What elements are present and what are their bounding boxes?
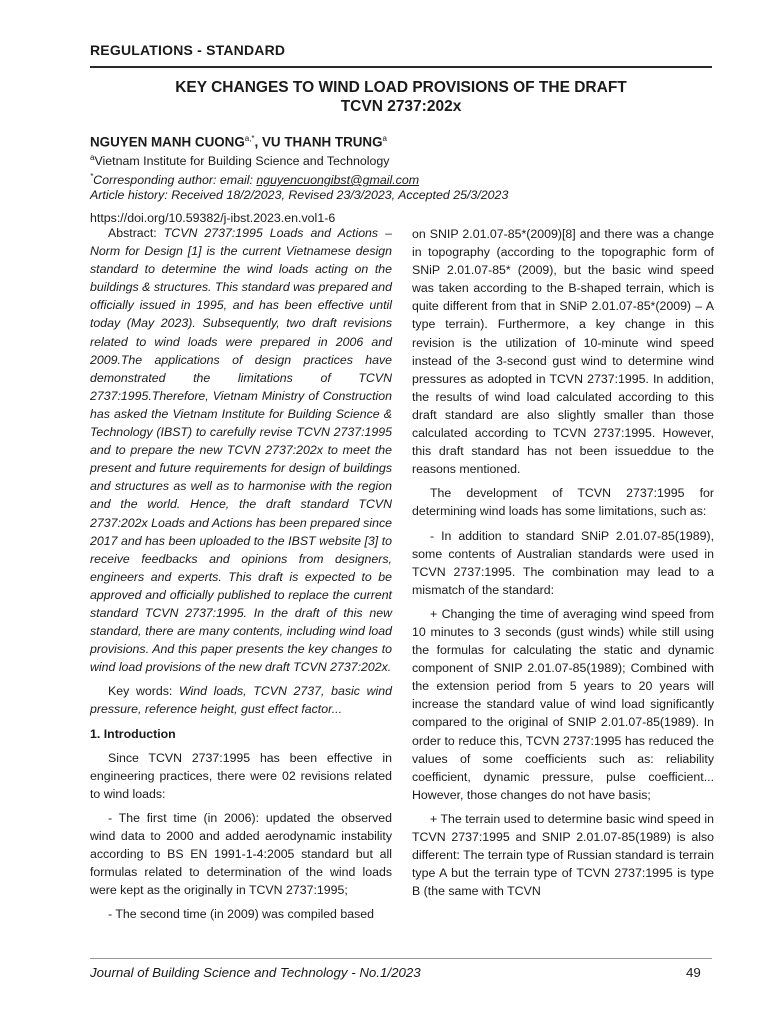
keywords-label: Key words: bbox=[108, 684, 179, 699]
paragraph-3: - The second time (in 2009) was compiled based bbox=[108, 907, 374, 922]
corresponding-label: Corresponding author: email: bbox=[93, 173, 257, 188]
abstract bbox=[90, 224, 392, 676]
article-history: Article history: Received 18/2/2023, Revised 23/3/2023, Accepted 25/3/2023 bbox=[90, 188, 509, 203]
affiliation-text: Vietnam Institute for Building Science and Technology bbox=[94, 153, 390, 168]
abstract-text: TCVN 2737:1995 Loads and Actions – Norm for Design [1] is the current Vietnamese design standard to determine the wind loads acting on the buildings & structures. This standard was prepared and officially issued in 1995, and has been effective until today (May 2023). Subsequently, two draft revisions related to wind loads were prepared in 2006 and 2009.The applications of design practices have demonstrated the limitations of TCVN 2737:1995.Therefore, Vietnam Ministry of Construction has asked the Vietnam Institute for Building Science & Technology (IBST) to carefully revise TCVN 2737:1995 and to prepare the new TCVN 2737:202x to meet the present and future requirements for design of buildings and structures as well as to harmonise with the region and the world. Hence, the draft standard TCVN 2737:202x Loads and Actions has been prepared since 2017 and has been uploaded to the IBST website [3] to receive feedbacks and opinions from designers, engineers and experts. This draft is expected to be approved and officially published to replace the current standard TCVN 2737:1995. In the draft of this new standard, there are many contents, including wind load provisions. And this paper presents the key changes to wind load provisions of the new draft TCVN 2737:202x. bbox=[90, 226, 392, 675]
author-1: NGUYEN MANH CUONG bbox=[90, 134, 245, 150]
section-label: REGULATIONS - STANDARD bbox=[90, 42, 286, 58]
email-link[interactable]: nguyencuongibst@gmail.com bbox=[256, 173, 420, 188]
paragraph-5: - In addition to standard SNiP 2.01.07-85(1989), some contents of Australian standards were used in TCVN 2737:1995. The combination may lead to a mismatch of the standard: bbox=[412, 528, 714, 597]
paragraph-7: + The terrain used to determine basic wind speed in TCVN 2737:1995 and SNIP 2.01.07-85(1989) is also different: The terrain type of Russian standard is terrain type A but the terrain type of TCVN 2737:1995 is type B (the same with TCVN bbox=[412, 811, 714, 899]
author-2: VU THANH TRUNG bbox=[262, 134, 383, 150]
paragraph-4: The development of TCVN 2737:1995 for determining wind loads has some limitations, such as: bbox=[412, 486, 714, 519]
paragraph-1: Since TCVN 2737:1995 has been effective in engineering practices, there were 02 revisions related to wind loads: bbox=[90, 750, 392, 801]
paragraph-2: - The first time (in 2006): updated the observed wind data to 2000 and added aerodynamic instability according to BS EN 1991-1-4:2005 standard but all formulas related to determination of the wind loads were kept as the originally in TCVN 2737:1995; bbox=[90, 810, 392, 898]
author-block bbox=[90, 131, 712, 226]
left-column bbox=[90, 224, 392, 929]
paper-title bbox=[90, 78, 712, 116]
author-list bbox=[90, 131, 712, 150]
affiliation-sup: a bbox=[90, 152, 95, 162]
author-separator: , bbox=[254, 134, 262, 150]
author-1-sup: a,* bbox=[244, 134, 255, 143]
abstract-label: Abstract: bbox=[108, 226, 164, 240]
corresponding-author bbox=[90, 169, 712, 188]
corresponding-sup: * bbox=[90, 172, 94, 181]
title-line-1: KEY CHANGES TO WIND LOAD PROVISIONS OF THE DRAFT bbox=[175, 79, 627, 96]
affiliation bbox=[90, 150, 712, 169]
paragraph-3-continued: on SNIP 2.01.07-85*(2009)[8] and there was a change in topography (according to the topographic form of SNiP 2.01.07-85* (2009), but the basic wind speed was taken according to the B-shaped terrain, which is quite different from that in SNiP 2.01.07-85*(2009) – A type terrain). Furthermore, a key change in this revision is the utilization of 10-minute wind speed instead of the 3-second gust wind to determine wind pressures as adopted in TCVN 2737:1995. In addition, the results of wind load calculated according to this draft standard are also slightly smaller than those calculated according to TCVN 2737:1995. However, this draft standard has not been issueddue to the reasons mentioned. bbox=[412, 227, 714, 477]
keywords bbox=[90, 682, 392, 718]
author-2-sup: a bbox=[382, 134, 387, 143]
paragraph-6: + Changing the time of averaging wind speed from 10 minutes to 3 seconds (gust winds) while still using the formulas for calculating the static and dynamic component of SNIP 2.01.07-85(1989); Combined with the extension period from 5 years to 20 years will increase the standard value of wind load significantly compared to the original of SNIP 2.01.07-85(1989). In order to reduce this, TCVN 2737:1995 has reduced the values of some coefficients such as: reliability coefficient, dynamic pressure, pulse coefficient... However, those changes do not have basis; bbox=[412, 606, 714, 802]
right-column bbox=[412, 225, 714, 906]
header-rule bbox=[90, 66, 712, 68]
page-number: 49 bbox=[686, 965, 701, 980]
title-line-2: TCVN 2737:202x bbox=[340, 98, 462, 115]
footer-rule bbox=[90, 958, 712, 959]
doi-link[interactable]: https://doi.org/10.59382/j-ibst.2023.en.vol1-6 bbox=[90, 210, 336, 225]
journal-name: Journal of Building Science and Technology - No.1/2023 bbox=[90, 965, 421, 980]
section-heading-introduction: 1. Introduction bbox=[90, 726, 176, 741]
keywords-text: Wind loads, TCVN 2737, basic wind pressure, reference height, gust effect factor... bbox=[90, 684, 392, 717]
